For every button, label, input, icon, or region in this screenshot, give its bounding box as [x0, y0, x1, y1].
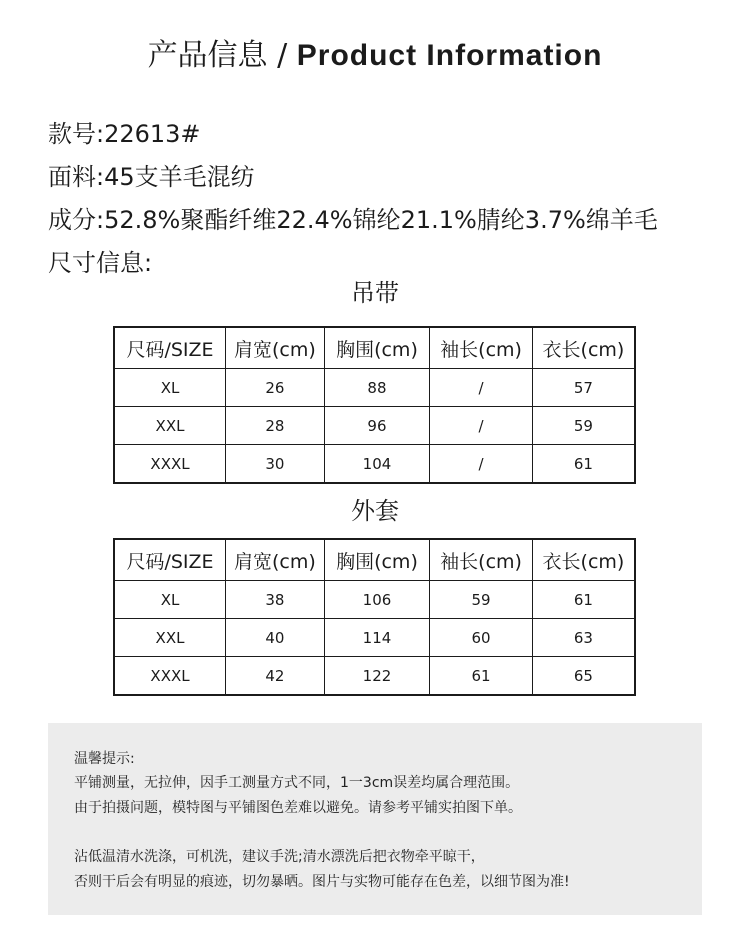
header-shoulder: 肩宽(cm) — [226, 539, 325, 581]
header-chest: 胸围(cm) — [324, 539, 430, 581]
table-header-row — [114, 327, 635, 369]
cell-sleeve: / — [430, 445, 533, 484]
table-row — [114, 369, 635, 407]
camisole-table-title: 吊带 — [351, 279, 399, 307]
cell-sleeve: 61 — [430, 657, 533, 696]
cell-sleeve: / — [430, 407, 533, 445]
notice-title: 温馨提示: — [74, 751, 135, 767]
cell-sleeve: 60 — [430, 619, 533, 657]
cell-size: XL — [114, 581, 226, 619]
cell-size: XL — [114, 369, 226, 407]
cell-chest: 88 — [324, 369, 430, 407]
notice-measurement-note: 平铺测量，无拉伸，因手工测量方式不同，1一3cm误差均属合理范围。 — [74, 775, 520, 791]
cell-length: 59 — [532, 407, 635, 445]
cell-chest: 96 — [324, 407, 430, 445]
cell-size: XXL — [114, 407, 226, 445]
size-info-label: 尺寸信息: — [48, 249, 153, 277]
table-row — [114, 407, 635, 445]
cell-shoulder: 40 — [226, 619, 325, 657]
cell-chest: 114 — [324, 619, 430, 657]
notice-drying-note: 否则干后会有明显的痕迹，切勿暴晒。图片与实物可能存在色差，以细节图为准! — [74, 874, 570, 890]
cell-size: XXXL — [114, 657, 226, 696]
notice-color-note: 由于拍摄问题，模特图与平铺图色差难以避免。请参考平铺实拍图下单。 — [74, 800, 522, 816]
table-row — [114, 619, 635, 657]
table-row — [114, 581, 635, 619]
cell-shoulder: 30 — [226, 445, 325, 484]
cell-length: 63 — [532, 619, 635, 657]
page-title — [0, 34, 750, 78]
cell-chest: 122 — [324, 657, 430, 696]
cell-sleeve: / — [430, 369, 533, 407]
header-length: 衣长(cm) — [532, 539, 635, 581]
header-sleeve: 袖长(cm) — [430, 539, 533, 581]
header-sleeve: 袖长(cm) — [430, 327, 533, 369]
jacket-size-table — [113, 538, 636, 696]
composition-info: 成分:52.8%聚酯纤维22.4%锦纶21.1%腈纶3.7%绵羊毛 — [48, 206, 658, 234]
model-number: 款号:22613# — [48, 120, 201, 148]
cell-length: 57 — [532, 369, 635, 407]
header-size: 尺码/SIZE — [114, 327, 226, 369]
cell-chest: 106 — [324, 581, 430, 619]
cell-shoulder: 42 — [226, 657, 325, 696]
cell-chest: 104 — [324, 445, 430, 484]
fabric-info: 面料:45支羊毛混纺 — [48, 163, 255, 191]
cell-size: XXXL — [114, 445, 226, 484]
header-chest: 胸围(cm) — [324, 327, 430, 369]
cell-length: 61 — [532, 581, 635, 619]
jacket-table-title: 外套 — [351, 497, 399, 525]
cell-shoulder: 26 — [226, 369, 325, 407]
notice-washing-note: 沾低温清水洗涤，可机洗，建议手洗;清水漂洗后把衣物牵平晾干， — [74, 849, 485, 865]
care-notice-box — [48, 723, 702, 915]
title-english: Product Information — [296, 39, 603, 72]
header-length: 衣长(cm) — [532, 327, 635, 369]
cell-size: XXL — [114, 619, 226, 657]
cell-length: 61 — [532, 445, 635, 484]
cell-sleeve: 59 — [430, 581, 533, 619]
table-row — [114, 657, 635, 696]
header-shoulder: 肩宽(cm) — [226, 327, 325, 369]
title-chinese: 产品信息 — [147, 38, 268, 73]
table-header-row — [114, 539, 635, 581]
cell-shoulder: 28 — [226, 407, 325, 445]
table-row — [114, 445, 635, 484]
cell-length: 65 — [532, 657, 635, 696]
title-separator: / — [277, 38, 288, 73]
camisole-size-table — [113, 326, 636, 484]
cell-shoulder: 38 — [226, 581, 325, 619]
header-size: 尺码/SIZE — [114, 539, 226, 581]
